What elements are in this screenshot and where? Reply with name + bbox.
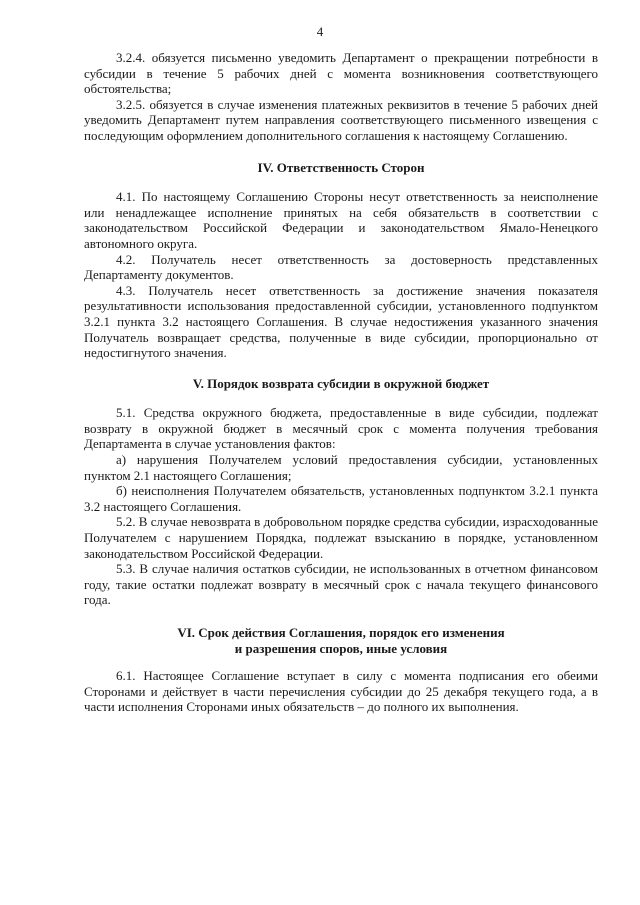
paragraph-5-3: 5.3. В случае наличия остатков субсидии, не использованных в отчетном финансовом году, такие остатки подлежат возврату в месячный срок с начала текущего финансового года. [84, 561, 598, 608]
paragraph-5-1-b: б) неисполнения Получателем обязательств, установленных подпунктом 3.2.1 пункта 3.2 настоящего Соглашения. [84, 483, 598, 514]
page-number: 4 [316, 24, 324, 39]
paragraph-4-1: 4.1. По настоящему Соглашению Стороны несут ответственность за неисполнение или ненадлежащее исполнение принятых на себя обязательств в соответствии с законодательством Российской Федерации и законодательством Ямало-Ненецкого автономного округа. [84, 189, 598, 251]
paragraph-4-3: 4.3. Получатель несет ответственность за достижение значения показателя результативности использования предоставленной субсидии, установленного подпунктом 3.2.1 пункта 3.2 настоящего Соглашения. В случае недостижения указанного значения Получатель возвращает средства, полученные в виде субсидии, пропорционально от недостигнутого значения. [84, 282, 598, 361]
paragraph-5-1: 5.1. Средства окружного бюджета, предоставленные в виде субсидии, подлежат возврату в окружной бюджет в месячный срок с момента получения требования Департамента в случае установления фактов: [84, 405, 598, 452]
section-4-heading: IV. Ответственность Сторон [257, 159, 425, 175]
paragraph-6-1: 6.1. Настоящее Соглашение вступает в силу с момента подписания его обеими Сторонами и действует в части перечисления субсидии до 25 декабря текущего года, а в части исполнения Сторонами иных обязательств – до полного их выполнения. [84, 668, 598, 715]
section-6-heading-line-2: и разрешения споров, иные условия [234, 640, 448, 656]
section-6-heading [84, 625, 598, 656]
paragraph-3-2-4: 3.2.4. обязуется письменно уведомить Департамент о прекращении потребности в субсидии в течение 5 рабочих дней с момента возникновения соответствующего обстоятельства; [84, 50, 598, 97]
section-6-heading-line-1: VI. Срок действия Соглашения, порядок его изменения [177, 625, 505, 640]
document-body [84, 50, 598, 715]
paragraph-4-2: 4.2. Получатель несет ответственность за достоверность представленных Департаменту документов. [84, 251, 598, 283]
paragraph-3-2-5: 3.2.5. обязуется в случае изменения платежных реквизитов в течение 5 рабочих дней уведомить Департамент путем направления соответствующего письменного извещения с последующим оформлением дополнительного соглашения к настоящему Соглашению. [84, 96, 598, 143]
paragraph-5-1-a: а) нарушения Получателем условий предоставления субсидии, установленных пунктом 2.1 настоящего Соглашения; [84, 452, 598, 483]
section-5-heading: V. Порядок возврата субсидии в окружной бюджет [192, 375, 490, 391]
paragraph-5-2: 5.2. В случае невозврата в добровольном порядке средства субсидии, израсходованные Получателем с нарушением Порядка, подлежат взысканию в порядке, установленном законодательством Российской Федерации. [84, 514, 598, 561]
